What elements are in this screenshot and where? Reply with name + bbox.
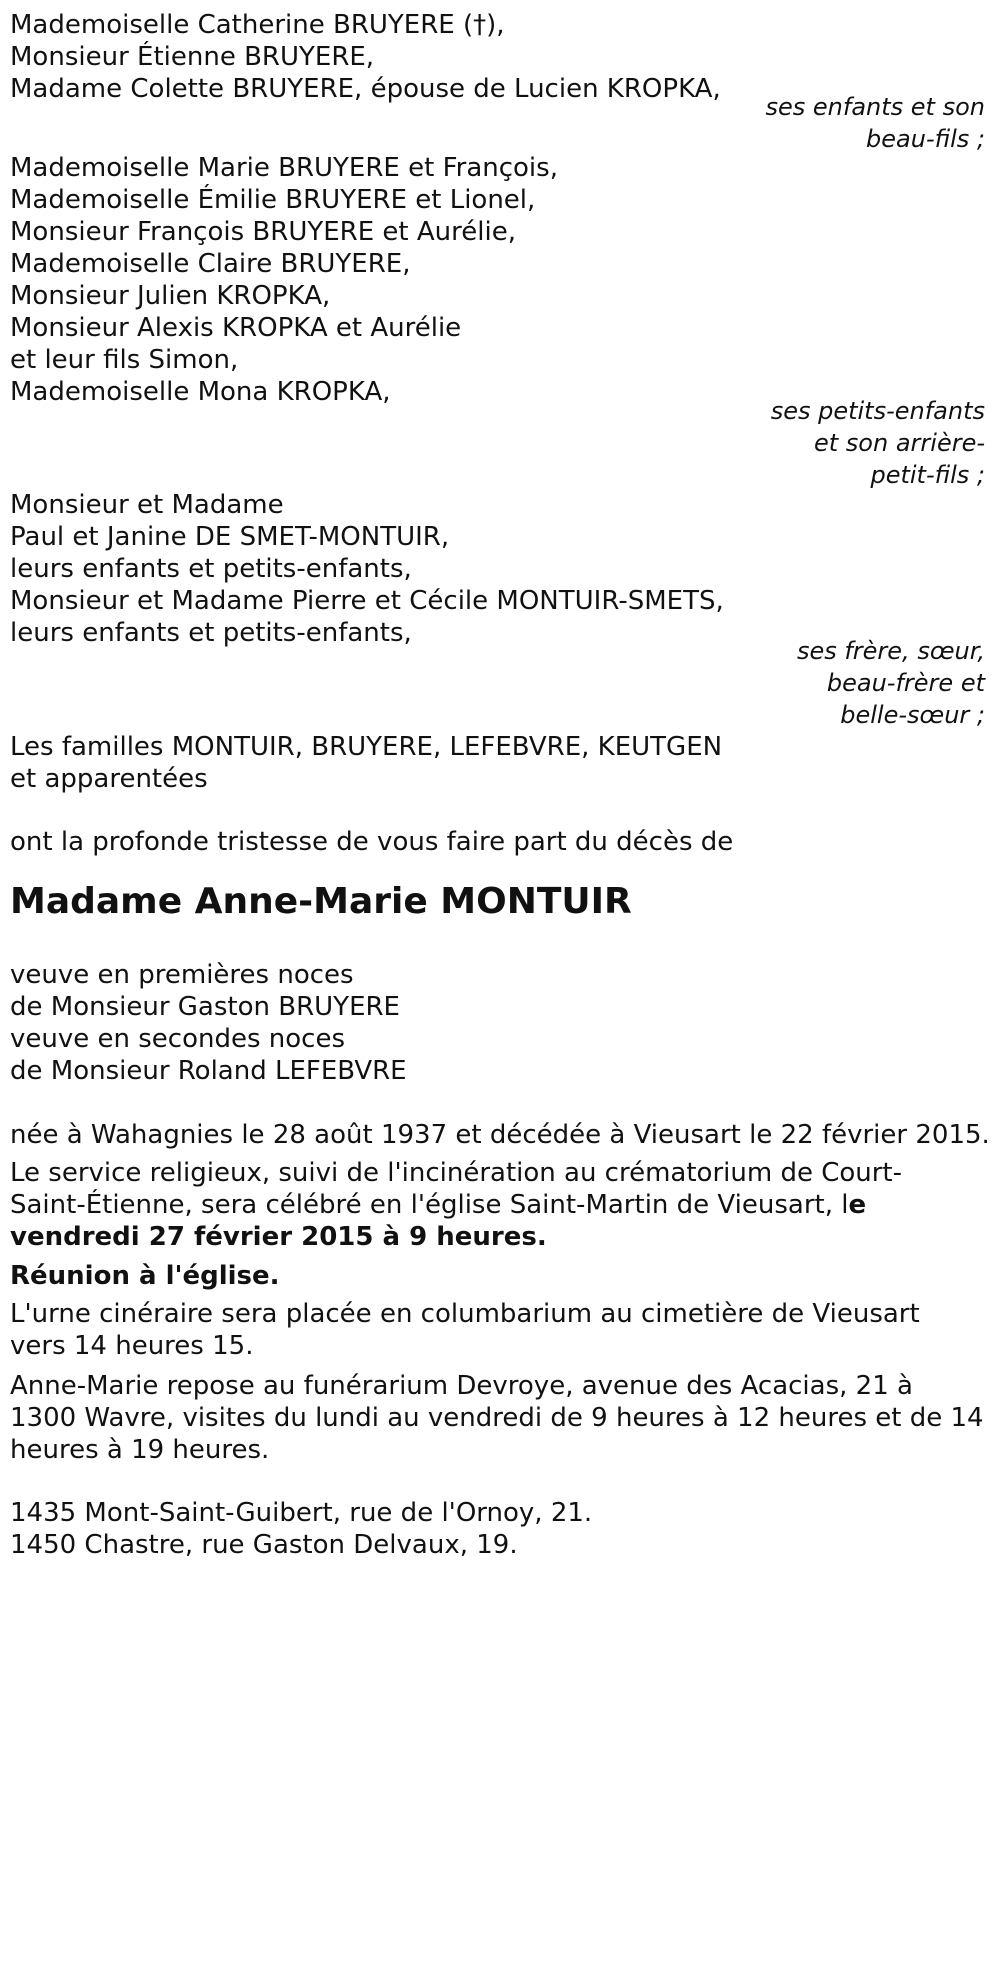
widow-line: veuve en secondes noces [10,1024,346,1054]
grandchildren-line: Monsieur Julien KROPKA, [10,281,331,311]
siblings-line: leurs enfants et petits-enfants, [10,554,412,584]
address-line: 1450 Chastre, rue Gaston Delvaux, 19. [10,1530,518,1560]
siblings-line: Monsieur et Madame Pierre et Cécile MONTUIR-SMETS, [10,586,724,616]
grandchildren-line: Mademoiselle Marie BRUYERE et François, [10,153,558,183]
widow-line: de Monsieur Roland LEFEBVRE [10,1056,407,1086]
grandchildren-line: Monsieur Alexis KROPKA et Aurélie [10,313,462,343]
reunion-text: Réunion à l'église. [10,1261,280,1291]
deceased-name: Madame Anne-Marie MONTUIR [10,881,632,922]
grandchildren-line: Mademoiselle Claire BRUYERE, [10,249,411,279]
address-line: 1435 Mont-Saint-Guibert, rue de l'Ornoy, 21. [10,1498,593,1528]
service-line-bold: e [848,1190,867,1220]
service-line-text: Saint-Étienne, sera célébré en l'église Saint-Martin de Vieusart, l [10,1190,849,1220]
birth-death-text: née à Wahagnies le 28 août 1937 et décédée à Vieusart le 22 février 2015. [10,1120,990,1150]
siblings-line: Monsieur et Madame [10,490,284,520]
visitation-line: heures à 19 heures. [10,1435,270,1465]
grandchildren-line: Mademoiselle Émilie BRUYERE et Lionel, [10,185,536,215]
service-line: Le service religieux, suivi de l'incinération au crématorium de Court- [10,1158,903,1188]
announcement-text: ont la profonde tristesse de vous faire part du décès de [10,827,734,857]
visitation-line: Anne-Marie repose au funérarium Devroye, avenue des Acacias, 21 à [10,1371,913,1401]
grandchildren-line: Mademoiselle Mona KROPKA, [10,377,391,407]
children-line: Madame Colette BRUYERE, épouse de Lucien KROPKA, [10,74,721,104]
grandchildren-role: et son arrière- [814,429,985,457]
urn-line: vers 14 heures 15. [10,1331,254,1361]
grandchildren-line: Monsieur François BRUYERE et Aurélie, [10,217,516,247]
urn-line: L'urne cinéraire sera placée en columbarium au cimetière de Vieusart [10,1299,920,1329]
grandchildren-role: ses petits-enfants [770,397,985,425]
widow-line: de Monsieur Gaston BRUYERE [10,992,400,1022]
siblings-role: beau-frère et [826,669,985,697]
siblings-role: ses frère, sœur, [796,637,985,665]
families-line: et apparentées [10,764,208,794]
siblings-role: belle-sœur ; [840,701,985,729]
children-line: Mademoiselle Catherine BRUYERE (†), [10,10,505,40]
widow-line: veuve en premières noces [10,960,354,990]
families-line: Les familles MONTUIR, BRUYERE, LEFEBVRE, KEUTGEN [10,732,723,762]
service-date: vendredi 27 février 2015 à 9 heures. [10,1222,547,1252]
children-line: Monsieur Étienne BRUYERE, [10,42,375,72]
grandchildren-role: petit-fils ; [870,461,985,489]
siblings-line: leurs enfants et petits-enfants, [10,618,412,648]
siblings-line: Paul et Janine DE SMET-MONTUIR, [10,522,450,552]
children-role: ses enfants et son [765,93,985,121]
visitation-line: 1300 Wavre, visites du lundi au vendredi de 9 heures à 12 heures et de 14 [10,1403,984,1433]
children-role: beau-fils ; [866,125,985,153]
grandchildren-line: et leur fils Simon, [10,345,239,375]
